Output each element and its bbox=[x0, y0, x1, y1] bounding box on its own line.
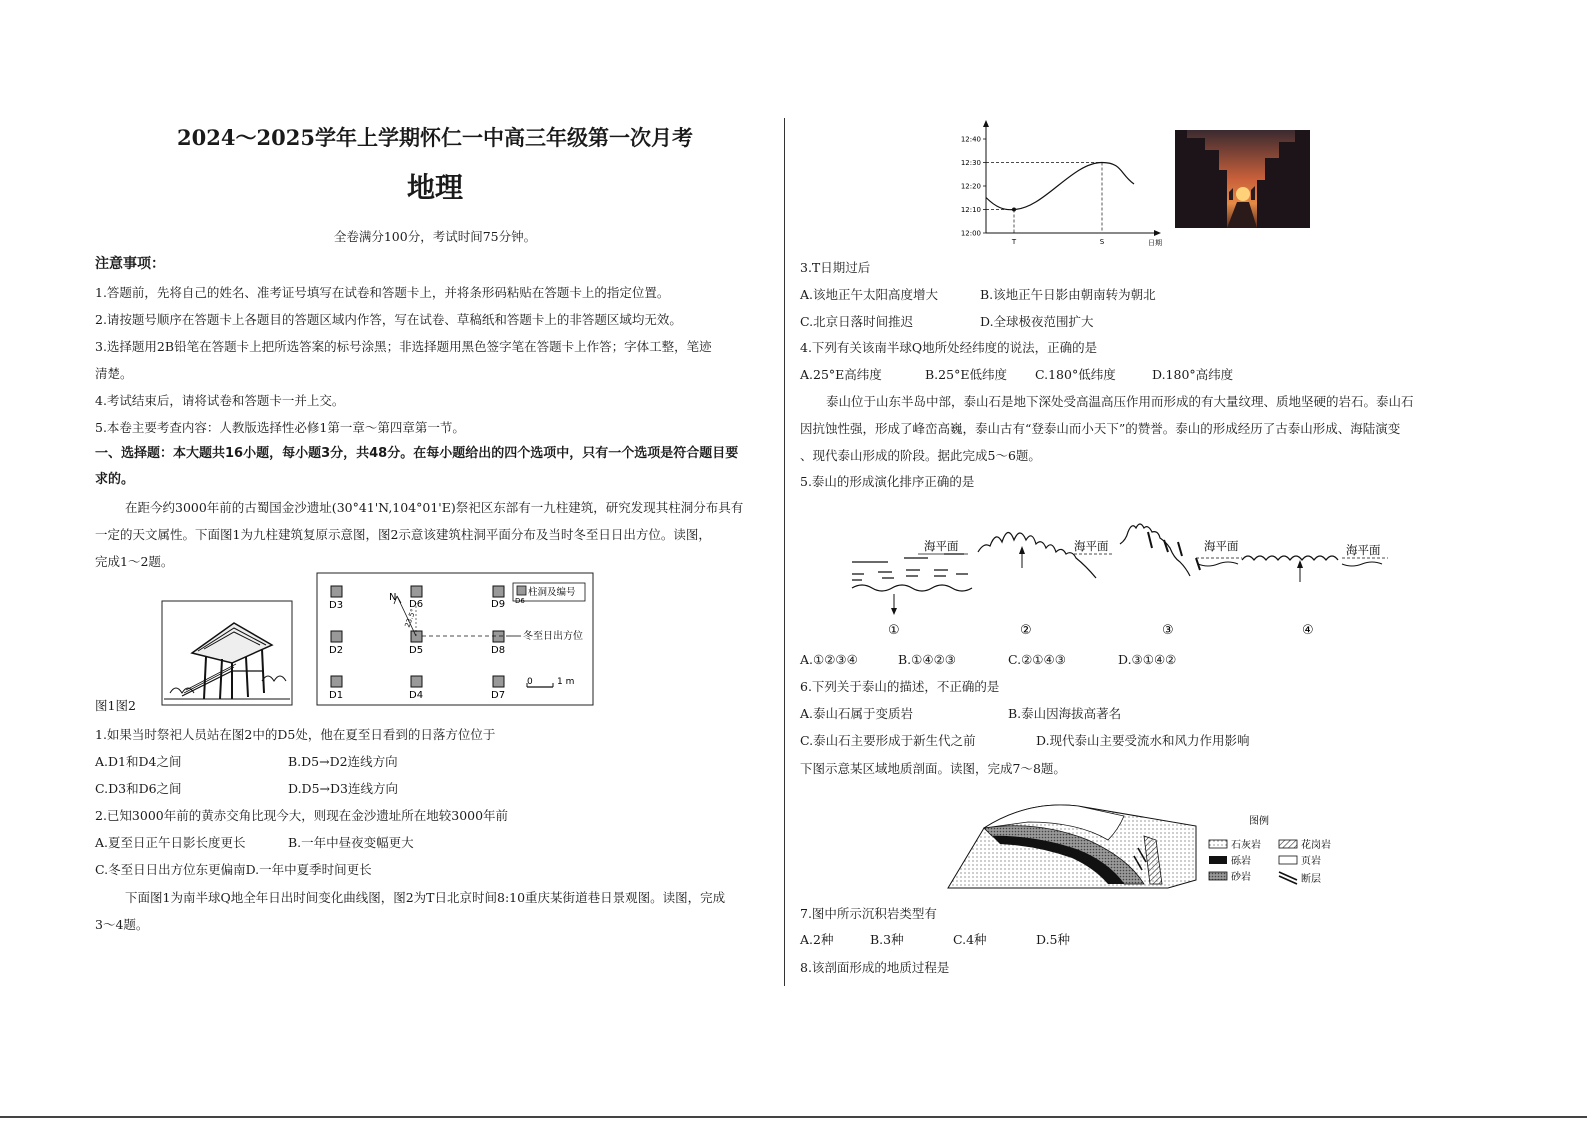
chart-y-ticks bbox=[961, 136, 986, 238]
sea-level-label-4: 海平面 bbox=[1346, 543, 1381, 557]
figure12-caption: 图1图2 bbox=[95, 698, 136, 713]
legend-shale: 页岩 bbox=[1301, 856, 1321, 867]
q1-option-d[interactable]: D.D5→D3连线方向 bbox=[288, 781, 398, 796]
q6-stem: 6.下列关于泰山的描述，不正确的是 bbox=[800, 679, 1000, 694]
passage3-line2: 因抗蚀性强，形成了峰峦高巍，泰山古有“登泰山而小天下”的赞誉。泰山的形成经历了古泰山形成、海陆演变 bbox=[800, 421, 1401, 436]
q2-option-cd[interactable]: C.冬至日日出方位东更偏南D.一年中夏季时间更长 bbox=[95, 862, 372, 877]
q2-stem: 2.已知3000年前的黄赤交角比现今大，则现在金沙遗址所在地较3000年前 bbox=[95, 808, 509, 823]
stage-3-diagram bbox=[1120, 524, 1242, 638]
legend-conglomerate: 砾岩 bbox=[1231, 856, 1251, 867]
q3-stem: 3.T日期过后 bbox=[800, 260, 871, 275]
legend-sandstone: 砂岩 bbox=[1231, 872, 1251, 883]
subject-title: 地理 bbox=[406, 171, 463, 204]
q4-option-b[interactable]: B.25°E低纬度 bbox=[925, 367, 1007, 382]
pillar-label-d1: D1 bbox=[329, 690, 344, 701]
section-heading: 一、选择题：本大题共16小题，每小题3分，共48分。在每小题给出的四个选项中，只有一个选项是符合题目要 bbox=[95, 446, 739, 461]
nine-pillar-building-figure bbox=[162, 601, 292, 705]
q1-option-b[interactable]: B.D5→D2连线方向 bbox=[288, 754, 398, 769]
q6-option-d[interactable]: D.现代泰山主要受流水和风力作用影响 bbox=[1036, 733, 1250, 748]
q6-option-a[interactable]: A.泰山石属于变质岩 bbox=[800, 706, 914, 721]
chart-point-T bbox=[1012, 208, 1016, 212]
note-5: 5.本卷主要考查内容：人教版选择性必修1第一章～第四章第一节。 bbox=[95, 420, 465, 435]
q8-stem: 8.该剖面形成的地质过程是 bbox=[800, 960, 950, 975]
q6-option-b[interactable]: B.泰山因海拔高著名 bbox=[1008, 706, 1122, 721]
pillar-label-d3: D3 bbox=[329, 600, 344, 611]
passage2-line2: 3～4题。 bbox=[95, 917, 149, 932]
legend-title: 图例 bbox=[1249, 816, 1269, 827]
sunset-street-photo bbox=[1175, 130, 1310, 228]
chart-guide-lines bbox=[986, 163, 1102, 234]
exam-info: 全卷满分100分，考试时间75分钟。 bbox=[333, 229, 537, 244]
legend-limestone: 石灰岩 bbox=[1231, 840, 1261, 851]
scale-one: 1 m bbox=[557, 677, 575, 687]
note-1: 1.答题前，先将自己的姓名、准考证号填写在试卷和答题卡上，并将条形码粘贴在答题卡上的指定位置。 bbox=[95, 285, 670, 300]
q7-option-d[interactable]: D.5种 bbox=[1036, 932, 1071, 947]
passage3-line1: 泰山位于山东半岛中部，泰山石是地下深处受高温高压作用而形成的有大量纹理、质地坚硬的岩石。泰山石 bbox=[826, 394, 1414, 409]
passage1-line2: 一定的天文属性。下面图1为九柱建筑复原示意图，图2示意该建筑柱洞平面分布及当时冬至日日出方位。读图， bbox=[95, 527, 711, 542]
q3-option-c[interactable]: C.北京日落时间推迟 bbox=[800, 314, 914, 329]
legend-granite: 花岗岩 bbox=[1301, 840, 1331, 851]
q1-option-c[interactable]: C.D3和D6之间 bbox=[95, 781, 182, 796]
note-4: 4.考试结束后，请将试卷和答题卡一并上交。 bbox=[95, 393, 345, 408]
x-axis-arrow bbox=[1154, 230, 1161, 236]
pillar-label-d4: D4 bbox=[409, 690, 424, 701]
pillar-label-d6: D6 bbox=[409, 599, 424, 610]
stage-label-1: ① bbox=[888, 623, 900, 638]
sea-level-label-3: 海平面 bbox=[1204, 539, 1239, 553]
stage-4-diagram bbox=[1242, 543, 1388, 638]
taishan-evolution-figure bbox=[848, 512, 1408, 642]
note-3-cont: 清楚。 bbox=[95, 366, 133, 381]
q5-option-d[interactable]: D.③①④② bbox=[1118, 652, 1177, 667]
stage-label-3: ③ bbox=[1162, 623, 1174, 638]
passage1-line1: 在距今约3000年前的古蜀国金沙遗址(30°41'N,104°01'E)祭祀区东部有一九柱建筑，研究发现其柱洞分布具有 bbox=[125, 500, 744, 515]
pillar-label-d9: D9 bbox=[491, 599, 506, 610]
y-tick-label: 12:10 bbox=[960, 206, 981, 214]
sun-disc bbox=[1236, 187, 1250, 201]
q4-option-a[interactable]: A.25°E高纬度 bbox=[800, 367, 882, 382]
notes-heading: 注意事项： bbox=[95, 256, 165, 272]
q7-option-a[interactable]: A.2种 bbox=[800, 932, 834, 947]
sea-level-label-2: 海平面 bbox=[1074, 539, 1109, 553]
sunrise-curve bbox=[986, 163, 1134, 210]
exam-title: 2024～2025学年上学期怀仁一中高三年级第一次月考 bbox=[177, 125, 693, 150]
angle-label: 23.5° bbox=[403, 607, 418, 629]
q5-option-b[interactable]: B.①④②③ bbox=[898, 652, 956, 667]
q1-stem: 1.如果当时祭祀人员站在图2中的D5处，他在夏至日看到的日落方位位于 bbox=[95, 727, 496, 742]
chart-x-ticks bbox=[1011, 238, 1105, 246]
note-3: 3.选择题用2B铅笔在答题卡上把所选答案的标号涂黑；非选择题用黑色签字笔在答题卡上作答；字体工整，笔迹 bbox=[95, 339, 712, 354]
q4-option-d[interactable]: D.180°高纬度 bbox=[1152, 367, 1234, 382]
sunrise-label: 冬至日出方位 bbox=[523, 631, 583, 642]
stage-label-2: ② bbox=[1020, 623, 1032, 638]
q2-option-a[interactable]: A.夏至日正午日影长度更长 bbox=[95, 835, 246, 850]
q3-option-a[interactable]: A.该地正午太阳高度增大 bbox=[800, 287, 939, 302]
q7-stem: 7.图中所示沉积岩类型有 bbox=[800, 906, 937, 921]
north-label: N bbox=[389, 592, 397, 603]
passage1-line3: 完成1～2题。 bbox=[95, 554, 174, 569]
page-bottom-border bbox=[0, 1116, 1587, 1118]
chart-points bbox=[1012, 208, 1016, 212]
plan-legend-label: 柱洞及编号 bbox=[528, 587, 576, 598]
passage4: 下图示意某区域地质剖面。读图，完成7～8题。 bbox=[800, 761, 1066, 776]
plan-legend-sample: D6 bbox=[515, 597, 525, 605]
x-axis-label: 日期 bbox=[1148, 239, 1162, 247]
y-tick-label: 12:30 bbox=[960, 159, 981, 167]
q3-option-d[interactable]: D.全球极夜范围扩大 bbox=[980, 314, 1094, 329]
q4-option-c[interactable]: C.180°低纬度 bbox=[1035, 367, 1116, 382]
section-heading-cont: 求的。 bbox=[95, 472, 135, 487]
y-tick-label: 12:00 bbox=[960, 229, 981, 238]
x-tick-label: S bbox=[1099, 238, 1105, 246]
q7-option-c[interactable]: C.4种 bbox=[953, 932, 987, 947]
q1-option-a[interactable]: A.D1和D4之间 bbox=[95, 754, 182, 769]
sea-level-label-1: 海平面 bbox=[924, 539, 959, 553]
q4-stem: 4.下列有关该南半球Q地所处经纬度的说法，正确的是 bbox=[800, 340, 1098, 355]
q2-option-b[interactable]: B.一年中昼夜变幅更大 bbox=[288, 835, 414, 850]
y-tick-label: 12:20 bbox=[960, 182, 981, 191]
pillar-plan-figure bbox=[317, 573, 593, 705]
chart-axes bbox=[983, 120, 1162, 247]
pillar-label-d2: D2 bbox=[329, 645, 344, 656]
y-axis-arrow bbox=[983, 120, 989, 127]
pillar-label-d8: D8 bbox=[491, 645, 506, 656]
pillar-label-d7: D7 bbox=[491, 690, 506, 701]
note-2: 2.请按题号顺序在答题卡上各题目的答题区域内作答，写在试卷、草稿纸和答题卡上的非答题区域均无效。 bbox=[95, 312, 682, 327]
y-tick-label: 12:40 bbox=[960, 135, 981, 144]
legend-fault: 断层 bbox=[1301, 874, 1321, 885]
sunrise-time-chart bbox=[952, 115, 1164, 250]
geologic-legend bbox=[1205, 812, 1355, 892]
q3-option-b[interactable]: B.该地正午日影由朝南转为朝北 bbox=[980, 287, 1156, 302]
column-divider bbox=[784, 118, 785, 986]
scale-zero: 0 bbox=[527, 677, 533, 687]
q6-option-c[interactable]: C.泰山石主要形成于新生代之前 bbox=[800, 733, 976, 748]
q7-option-b[interactable]: B.3种 bbox=[870, 932, 904, 947]
passage3-line3: 、现代泰山形成的阶段。据此完成5～6题。 bbox=[800, 448, 1041, 463]
stage-1-diagram bbox=[852, 539, 972, 638]
q5-stem: 5.泰山的形成演化排序正确的是 bbox=[800, 474, 975, 489]
pillar-label-d5: D5 bbox=[409, 645, 424, 656]
x-tick-label: T bbox=[1011, 238, 1017, 246]
stage-label-4: ④ bbox=[1302, 623, 1314, 638]
stage-2-diagram bbox=[978, 532, 1112, 638]
q5-option-c[interactable]: C.②①④③ bbox=[1008, 652, 1066, 667]
q5-option-a[interactable]: A.①②③④ bbox=[800, 652, 858, 667]
passage2-line1: 下面图1为南半球Q地全年日出时间变化曲线图，图2为T日北京时间8:10重庆某街道巷日景观图。读图，完成 bbox=[125, 890, 726, 905]
